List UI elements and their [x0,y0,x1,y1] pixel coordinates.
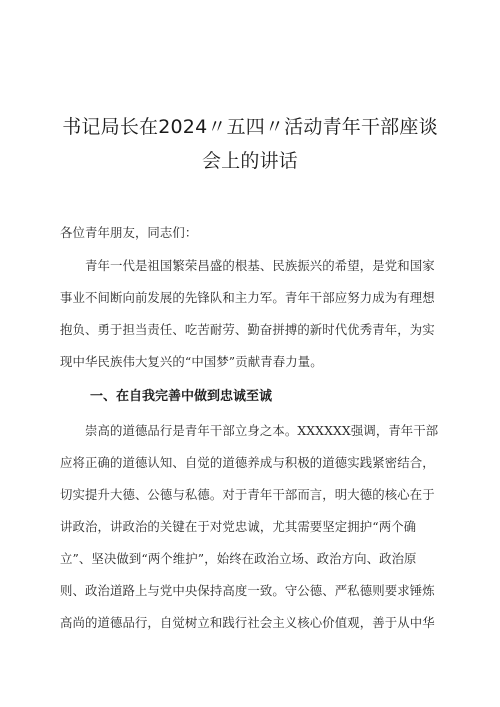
paragraph-line: 崇高的道德品行是青年干部立身之本。XXXXXX强调，青年干部 [60,423,439,438]
salutation-text: 各位青年朋友，同志们： [60,225,198,240]
paragraph-line: 讲政治，讲政治的关键在于对党忠诚，尤其需要坚定拥护“两个确 [60,519,417,534]
paragraph-line: 应将正确的道德认知、自觉的道德养成与积极的道德实践紧密结合， [60,455,435,470]
paragraph-line: 立”、坚决做到“两个维护”，始终在政治立场、政治方向、政治原 [60,551,417,566]
paragraph-line: 则、政治道路上与党中央保持高度一致。守公德、严私德则要求锤炼 [60,583,435,598]
document-title-line-2: 会上的讲话 [201,150,298,172]
paragraph-line: 事业不间断向前发展的先锋队和主力军。青年干部应努力成为有理想 [60,290,435,305]
paragraph-line: 现中华民族伟大复兴的“中国梦”贡献青春力量。 [60,354,323,369]
paragraph-line: 切实提升大德、公德与私德。对于青年干部而言，明大德的核心在于 [60,487,435,502]
section-heading: 一、在自我完善中做到忠诚至诚 [90,389,273,404]
paragraph-line: 青年一代是祖国繁荣昌盛的根基、民族振兴的希望，是党和国家 [60,258,435,273]
paragraph-line: 抱负、勇于担当责任、吃苦耐劳、勤奋拼搏的新时代优秀青年，为实 [60,322,435,337]
paragraph-line: 高尚的道德品行，自觉树立和践行社会主义核心价值观，善于从中华 [60,615,435,630]
document-title-line-1: 书记局长在2024〃五四〃活动青年干部座谈 [62,116,438,138]
